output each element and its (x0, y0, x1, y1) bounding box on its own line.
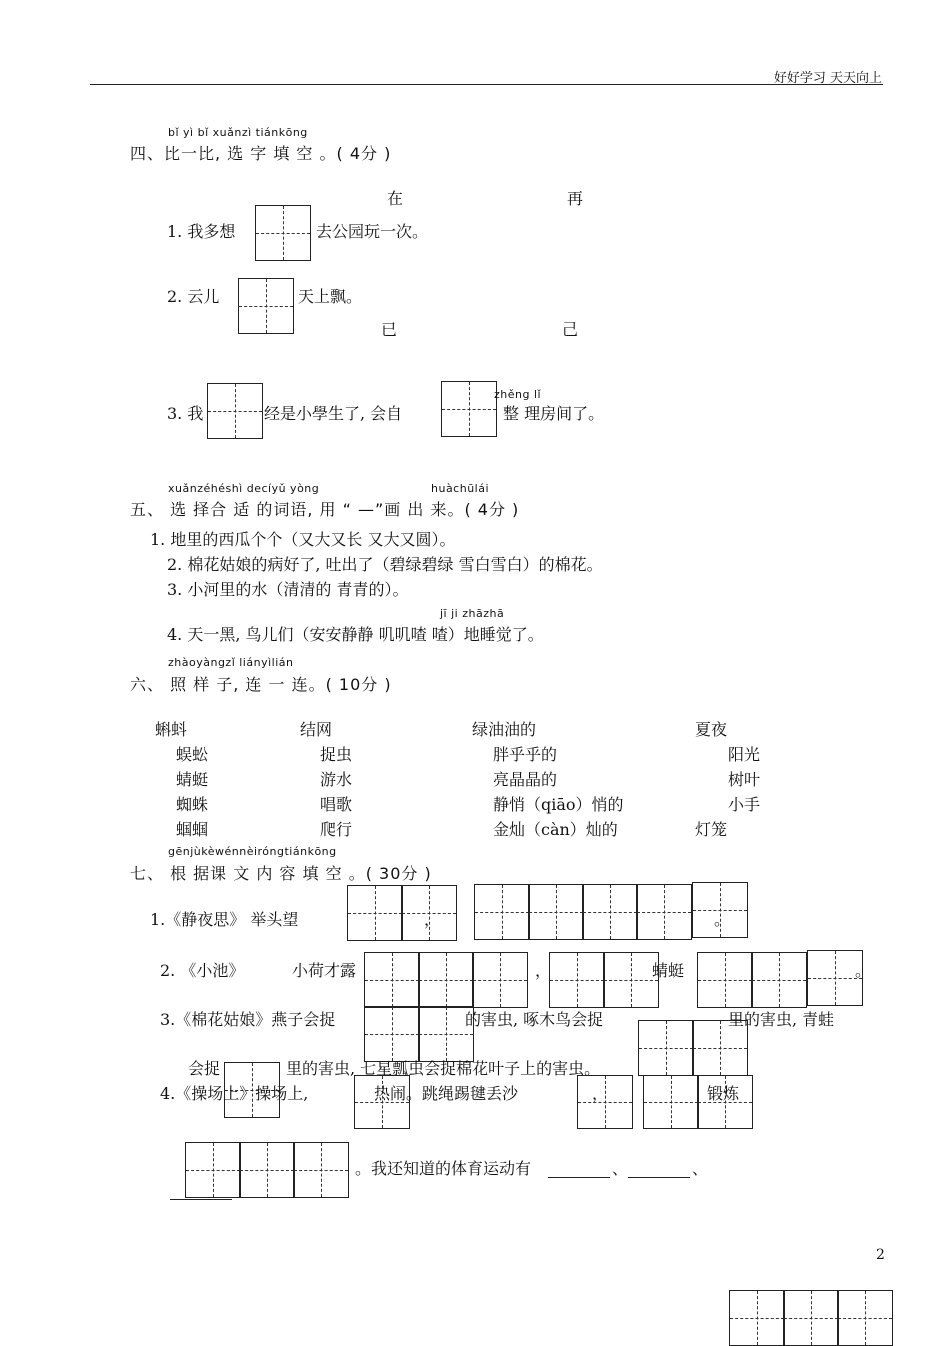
s7-q1-box[interactable] (347, 885, 403, 941)
s7-title: 七、 根 据课 文 内 容 填 空 。( 30分 ) (130, 864, 432, 883)
stray-box (837, 1290, 893, 1346)
s6-col4-item[interactable]: 灯笼 (695, 820, 728, 839)
s7-q1-box[interactable] (582, 884, 638, 940)
s6-col1-item[interactable]: 蜘蛛 (176, 795, 209, 814)
s7-q2-box[interactable] (472, 952, 528, 1008)
s7-q2-c: 蜻蜓 (652, 961, 685, 980)
s4-q3-c: 整 理房间了。 (503, 404, 605, 423)
s6-col2-item[interactable]: 爬行 (320, 820, 353, 839)
s6-col3-item[interactable]: 绿油油的 (472, 720, 537, 739)
s6-col2-item[interactable]: 结网 (300, 720, 333, 739)
s7-q4-blank[interactable] (170, 1198, 232, 1200)
s6-col3-item[interactable]: 静悄（qiāo）悄的 (493, 795, 624, 814)
s6-col2-item[interactable]: 捉虫 (320, 745, 353, 764)
s7-q4-c: 锻炼 (707, 1084, 740, 1103)
stray-box (783, 1290, 839, 1346)
s7-q1-end: 。 (714, 910, 731, 929)
s5-title: 五、 选 择合 适 的词语, 用 “ —”画 出 来。( 4分 ) (130, 500, 520, 519)
s7-q4-blank[interactable] (628, 1176, 690, 1178)
s6-col2-item[interactable]: 游水 (320, 770, 353, 789)
s4-q2-box[interactable] (238, 278, 294, 334)
s7-q1-box[interactable] (636, 884, 692, 940)
s7-q2-box[interactable] (549, 952, 605, 1008)
s4-q3-box2[interactable] (441, 381, 497, 437)
s4-q3-a: 3. 我 (167, 404, 204, 423)
s7-q1-box[interactable] (528, 884, 584, 940)
s7-q4: 4.《操场上》操场上, (160, 1084, 309, 1103)
s4-title: 四、比一比, 选 字 填 空 。( 4分 ) (130, 144, 392, 163)
s7-q2-box[interactable] (364, 952, 420, 1008)
s7-q4-sep1: 、 (612, 1159, 629, 1178)
s5-pinyin-b: huàchūlái (431, 482, 490, 495)
s4-opt-a: 在 (387, 189, 404, 208)
s7-q4-box[interactable] (239, 1142, 295, 1198)
s5-q3: 3. 小河里的水（清清的 青青的）。 (167, 580, 409, 599)
s4-pinyin: bǐ yì bǐ xuǎnzì tiánkōng (168, 126, 308, 139)
s7-pinyin: gēnjùkèwénnèiróngtiánkōng (168, 845, 337, 858)
s7-q4-end: 。我还知道的体育运动有 (355, 1159, 532, 1178)
header-text: 好好学习 天天向上 (773, 71, 882, 86)
s4-q1-a: 1. 我多想 (167, 222, 236, 241)
s7-q1-comma: ， (424, 910, 441, 929)
s7-q2-box[interactable] (418, 952, 474, 1008)
s7-q2-box[interactable] (603, 952, 659, 1008)
s7-q2-box[interactable] (697, 952, 753, 1008)
s7-q3-b: 的害虫, 啄木鸟会捉 (465, 1010, 604, 1029)
s6-title: 六、 照 样 子, 连 一 连。( 10分 ) (130, 675, 392, 694)
s4-opt-b: 再 (567, 189, 584, 208)
s6-col1-item[interactable]: 蝈蝈 (176, 820, 209, 839)
s6-col4-item[interactable]: 阳光 (728, 745, 761, 764)
header-rule (90, 84, 883, 85)
s5-q1: 1. 地里的西瓜个个（又大又长 又大又圆）。 (150, 530, 456, 549)
s7-q1-box[interactable] (474, 884, 530, 940)
s6-col2-item[interactable]: 唱歌 (320, 795, 353, 814)
s6-col4-item[interactable]: 夏夜 (695, 720, 728, 739)
s5-pinyin-a: xuǎnzéhéshì decíyǔ yòng (168, 482, 320, 495)
stray-box (729, 1290, 785, 1346)
s6-pinyin: zhàoyàngzǐ liányìlián (168, 656, 294, 669)
s7-q4-box[interactable] (293, 1142, 349, 1198)
page-number: 2 (876, 1247, 885, 1263)
s4-q1-b: 去公园玩一次。 (316, 222, 429, 241)
s6-col4-item[interactable]: 树叶 (728, 770, 761, 789)
s4-q1-box[interactable] (255, 205, 311, 261)
s7-q2-comma: ， (535, 961, 552, 980)
s7-q4-sep2: 、 (692, 1159, 709, 1178)
s7-q2-box[interactable] (751, 952, 807, 1008)
s7-q4-comma: ， (592, 1084, 609, 1103)
s4-q3-b: 经是小學生了, 会自 (264, 404, 403, 423)
s4-opt-c: 已 (381, 320, 398, 339)
s7-q3-box[interactable] (364, 1006, 420, 1062)
s5-q4-pinyin: jī ji zhāzhā (440, 607, 505, 620)
s6-col1-item[interactable]: 蝌蚪 (155, 720, 188, 739)
s7-q2-b: 小荷才露 (292, 961, 357, 980)
s6-col3-item[interactable]: 金灿（càn）灿的 (493, 820, 618, 839)
s4-opt-d: 己 (562, 320, 579, 339)
s7-q4-b: 热闹。跳绳踢毽丢沙 (374, 1084, 519, 1103)
s4-q2-b: 天上飘。 (298, 287, 363, 306)
s6-col4-item[interactable]: 小手 (728, 795, 761, 814)
s7-q3-d: 会捉 (188, 1059, 221, 1078)
s7-q4-box[interactable] (643, 1075, 699, 1129)
s6-col3-item[interactable]: 胖乎乎的 (493, 745, 558, 764)
s4-q2-a: 2. 云儿 (167, 287, 220, 306)
s6-col3-item[interactable]: 亮晶晶的 (493, 770, 558, 789)
s6-col1-item[interactable]: 蜈蚣 (176, 745, 209, 764)
s5-q4: 4. 天一黑, 鸟儿们（安安静静 叽叽喳 喳）地睡觉了。 (167, 625, 544, 644)
s4-q3-pinyin: zhěng lǐ (494, 388, 542, 401)
s7-q3-c: 里的害虫, 青蛙 (728, 1010, 835, 1029)
s7-q3-e: 里的害虫, 七星瓢虫会捉棉花叶子上的害虫。 (286, 1059, 601, 1078)
s4-q3-box1[interactable] (207, 383, 263, 439)
s5-q2: 2. 棉花姑娘的病好了, 吐出了（碧绿碧绿 雪白雪白）的棉花。 (167, 555, 603, 574)
s6-col1-item[interactable]: 蜻蜓 (176, 770, 209, 789)
s7-q3: 3.《棉花姑娘》燕子会捉 (160, 1010, 336, 1029)
s7-q4-blank[interactable] (548, 1176, 610, 1178)
s7-q3-box[interactable] (638, 1020, 694, 1076)
s7-q4-box[interactable] (185, 1142, 241, 1198)
s7-q2-end: 。 (855, 961, 872, 980)
s7-q1: 1.《静夜思》 举头望 (150, 910, 299, 929)
s7-q2: 2. 《小池》 (160, 961, 245, 980)
